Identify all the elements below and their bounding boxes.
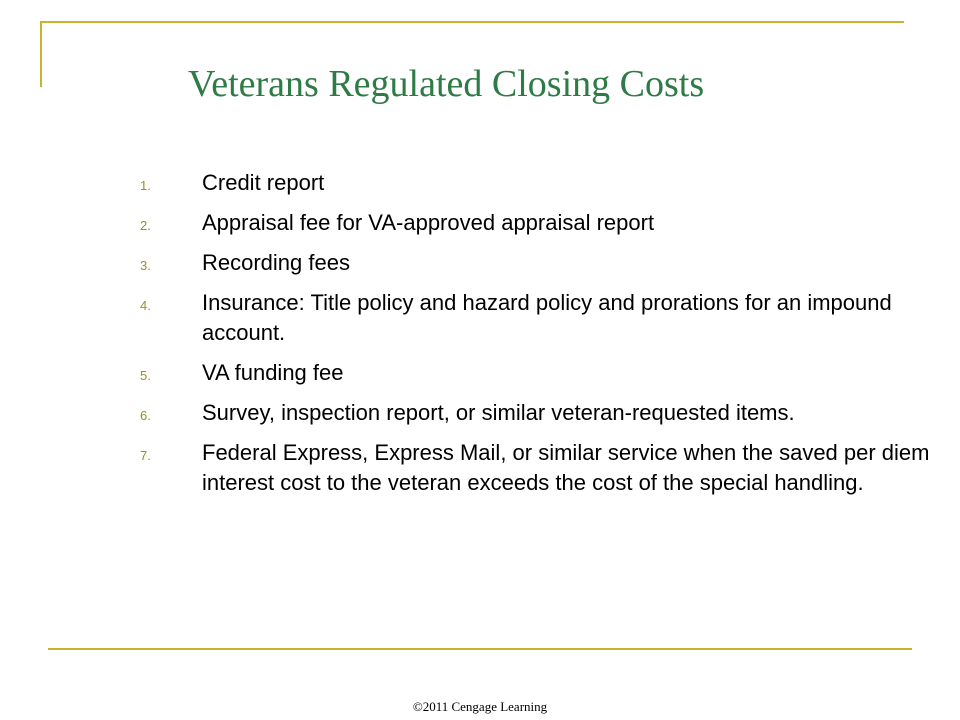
list-item-number: 2. [140, 218, 151, 233]
list-item-text: Insurance: Title policy and hazard policy and prorations for an impound account. [202, 290, 892, 345]
list-item-7 [140, 438, 940, 498]
list-item-4 [140, 288, 940, 348]
list-item-number: 3. [140, 258, 151, 273]
list-item-number: 5. [140, 368, 151, 383]
list-item-text: Appraisal fee for VA-approved appraisal report [202, 210, 655, 235]
list-item-number: 7. [140, 448, 151, 463]
list-item-2 [140, 208, 940, 238]
copyright-notice: ©2011 Cengage Learning [412, 699, 548, 714]
closing-costs-list [140, 168, 940, 508]
list-item-text: VA funding fee [202, 360, 344, 385]
list-item-number: 1. [140, 178, 151, 193]
list-item-text: Recording fees [202, 250, 350, 275]
list-item-6 [140, 398, 940, 428]
list-item-5 [140, 358, 940, 388]
list-item-text: Survey, inspection report, or similar veteran-requested items. [202, 400, 795, 425]
bottom-border-line [48, 648, 912, 650]
top-border-line [40, 21, 904, 23]
list-item-text: Federal Express, Express Mail, or similar service when the saved per diem interest cost to the veteran exceeds the cost of the special handling. [202, 440, 930, 495]
list-item-number: 6. [140, 408, 151, 423]
list-item-number: 4. [140, 298, 151, 313]
slide-title: Veterans Regulated Closing Costs [188, 63, 705, 105]
list-item-1 [140, 168, 940, 198]
list-item-text: Credit report [202, 170, 325, 195]
left-border-line [40, 21, 42, 87]
list-item-3 [140, 248, 940, 278]
